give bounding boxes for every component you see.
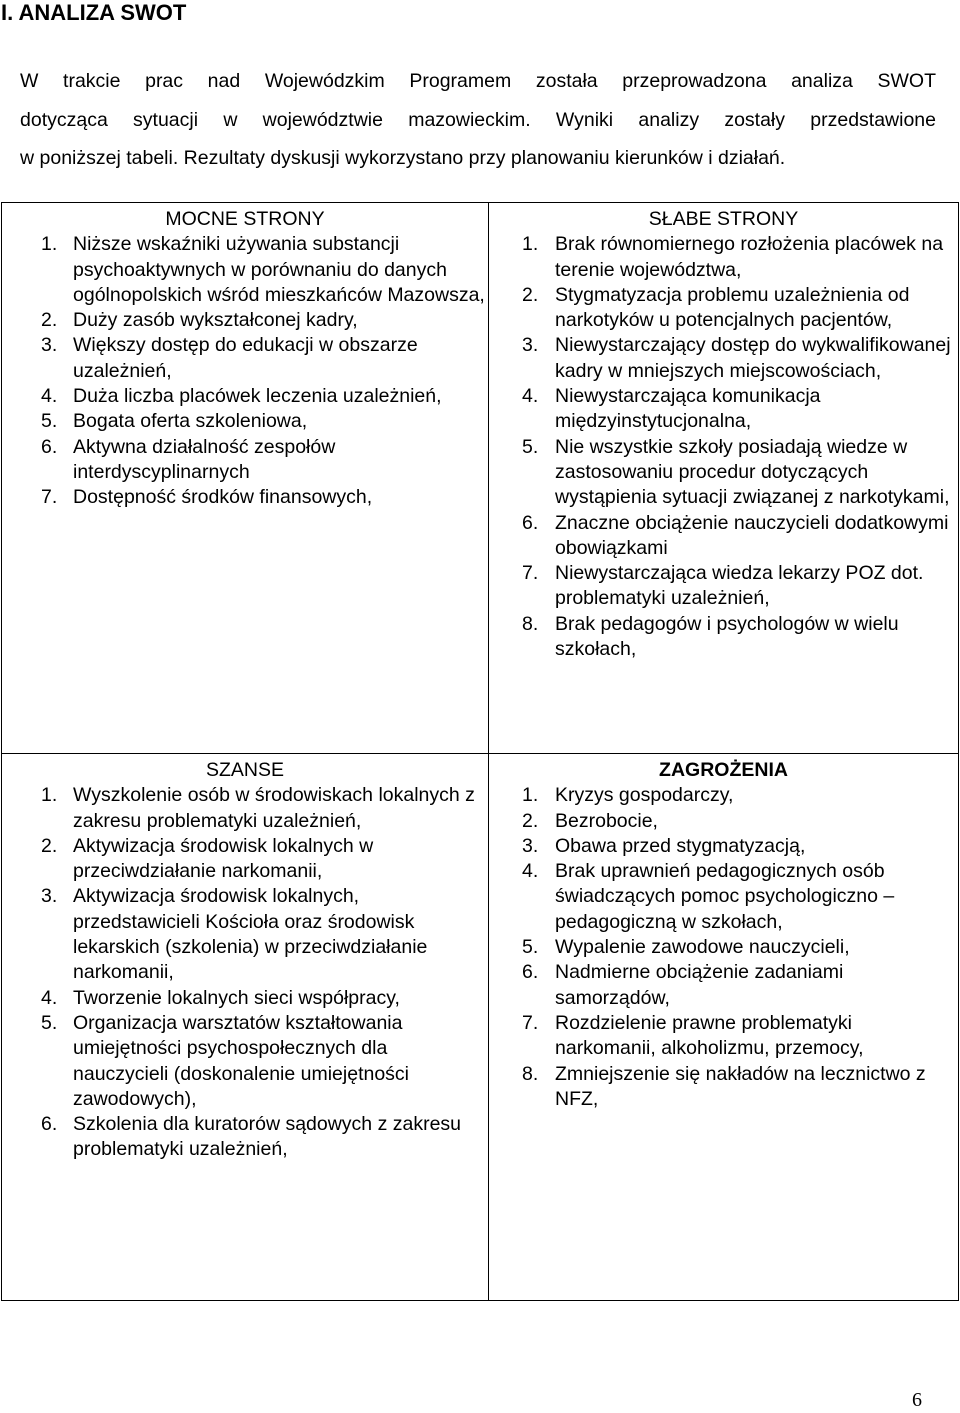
list-item-number: 1. [522,784,539,807]
list-item-text: Bogata oferta szkoleniowa, [73,410,308,433]
list-item [41,986,488,1011]
list-item [41,1011,488,1112]
list-item [41,409,488,434]
list-item [522,834,958,859]
list-item-text: Niższe wskaźniki używania substancji psychoaktywnych w porównaniu do danych ogólnopolskich wśród mieszkańców Mazowsza, [73,233,485,306]
list-item-text: Kryzys gospodarczy, [555,784,734,807]
list-item-number: 3. [522,834,539,857]
list-item-number: 3. [41,885,58,908]
list-item-number: 5. [522,435,539,458]
list-item-number: 6. [41,435,58,458]
swot-table [1,202,959,1301]
list-item-text: Niewystarczająca wiedza lekarzy POZ dot. problematyki uzależnień, [555,562,924,610]
list-item [41,384,488,409]
list-item-number: 5. [41,1011,58,1034]
section-heading: I. ANALIZA SWOT [1,0,187,25]
strengths-cell [2,203,489,754]
list-item-number: 7. [41,486,58,509]
list-item [41,485,488,510]
list-item [41,1112,488,1163]
strengths-title: MOCNE STRONY [165,208,325,230]
list-item [522,1011,958,1062]
list-item [522,561,958,612]
list-item-text: Niewystarczająca komunikacja międzyinstytucjonalna, [555,385,821,433]
swot-row-1 [2,203,959,754]
list-item-number: 8. [522,612,539,635]
list-item-number: 6. [522,961,539,984]
page-number: 6 [912,1389,922,1411]
list-item-number: 5. [522,936,539,959]
list-item-number: 6. [522,511,539,534]
opportunities-list [2,783,488,1162]
list-item-number: 7. [522,562,539,585]
list-item-text: Nie wszystkie szkoły posiadają wiedze w zastosowaniu procedur dotyczących wystąpienia sytuacji związanej z narkotykami, [555,435,950,509]
list-item-number: 8. [522,1062,539,1085]
list-item [522,809,958,834]
list-item [522,612,958,663]
intro-line-1: W trakcie prac nad Wojewódzkim Programem została przeprowadzona analiza SWOT [20,70,936,92]
threats-list [489,783,958,1112]
list-item-number: 1. [41,784,58,807]
list-item [522,960,958,1011]
list-item [522,783,958,808]
list-item [41,435,488,486]
threats-cell [489,754,959,1301]
list-item-text: Bezrobocie, [555,809,658,832]
opportunities-title: SZANSE [205,759,285,781]
list-item-text: Stygmatyzacja problemu uzależnienia od narkotyków u potencjalnych pacjentów, [555,283,910,332]
list-item-text: Szkolenia dla kuratorów sądowych z zakresu problematyki uzależnień, [73,1113,462,1161]
list-item [41,308,488,333]
list-item [522,283,958,334]
list-item [41,884,488,985]
list-item [522,511,958,562]
list-item-number: 5. [41,410,58,433]
list-item [522,1062,958,1113]
list-item-text: Niewystarczający dostęp do wykwalifikowanej kadry w mniejszych miejscowościach, [555,334,951,382]
list-item-text: Obawa przed stygmatyzacją, [555,834,806,857]
list-item-number: 7. [522,1011,539,1034]
weaknesses-cell [489,203,959,754]
list-item-number: 4. [522,860,539,883]
list-item-text: Tworzenie lokalnych sieci współpracy, [73,986,400,1009]
list-item [522,935,958,960]
list-item-text: Wypalenie zawodowe nauczycieli, [555,936,850,959]
list-item-number: 2. [41,309,58,332]
strengths-list [2,232,488,510]
list-item-text: Aktywizacja środowisk lokalnych, przedstawicieli Kościoła oraz środowisk lekarskich (szkolenia) w przeciwdziałanie narkomanii, [73,885,428,984]
intro-line-2: dotycząca sytuacji w województwie mazowieckim. Wyniki analizy zostały przedstawione [20,108,936,131]
list-item-text: Rozdzielenie prawne problematyki narkomanii, alkoholizmu, przemocy, [555,1011,864,1060]
list-item-text: Brak pedagogów i psychologów w wielu szkołach, [555,612,899,661]
list-item-number: 2. [522,283,539,306]
list-item-number: 3. [41,334,58,357]
list-item [41,333,488,384]
list-item-number: 4. [41,385,58,408]
list-item [41,232,488,308]
list-item-text: Duża liczba placówek leczenia uzależnień, [73,385,442,408]
list-item [522,232,958,283]
list-item-text: Duży zasób wykształconej kadry, [73,309,358,332]
intro-line-3: w poniższej tabeli. Rezultaty dyskusji wykorzystano przy planowaniu kierunków i działań. [20,147,786,169]
list-item-text: Brak równomiernego rozłożenia placówek na terenie województwa, [555,233,944,281]
list-item-number: 1. [522,233,539,256]
list-item [522,435,958,511]
list-item-number: 3. [522,334,539,357]
list-item-number: 2. [41,834,58,857]
list-item-number: 1. [41,233,58,256]
opportunities-cell [2,754,489,1301]
list-item-text: Zmniejszenie się nakładów na lecznictwo z NFZ, [555,1062,926,1110]
list-item-number: 2. [522,809,539,832]
list-item [41,834,488,885]
list-item-text: Większy dostęp do edukacji w obszarze uzależnień, [73,334,418,382]
list-item [41,783,488,834]
swot-row-2 [2,754,959,1301]
list-item-number: 4. [41,986,58,1009]
list-item [522,859,958,935]
weaknesses-list [489,232,958,662]
list-item-number: 4. [522,385,539,408]
list-item [522,333,958,384]
list-item [522,384,958,435]
list-item-text: Wyszkolenie osób w środowiskach lokalnych z zakresu problematyki uzależnień, [73,784,475,832]
list-item-number: 6. [41,1113,58,1136]
list-item-text: Dostępność środków finansowych, [73,486,373,509]
list-item-text: Organizacja warsztatów kształtowania umiejętności psychospołecznych dla nauczycieli (doskonalenie umiejętności zawodowych), [73,1011,410,1110]
list-item-text: Aktywna działalność zespołów interdyscyplinarnych [73,435,336,483]
list-item-text: Brak uprawnień pedagogicznych osób świadczących pomoc psychologiczno – pedagogiczną w szkołach, [555,860,895,933]
list-item-text: Znaczne obciążenie nauczycieli dodatkowymi obowiązkami [555,511,949,559]
list-item-text: Nadmierne obciążenie zadaniami samorządów, [555,961,844,1009]
threats-title: ZAGROŻENIA [659,759,788,781]
intro-paragraph [20,62,936,178]
weaknesses-title: SŁABE STRONY [648,208,799,230]
list-item-text: Aktywizacja środowisk lokalnych w przeciwdziałanie narkomanii, [73,834,374,883]
